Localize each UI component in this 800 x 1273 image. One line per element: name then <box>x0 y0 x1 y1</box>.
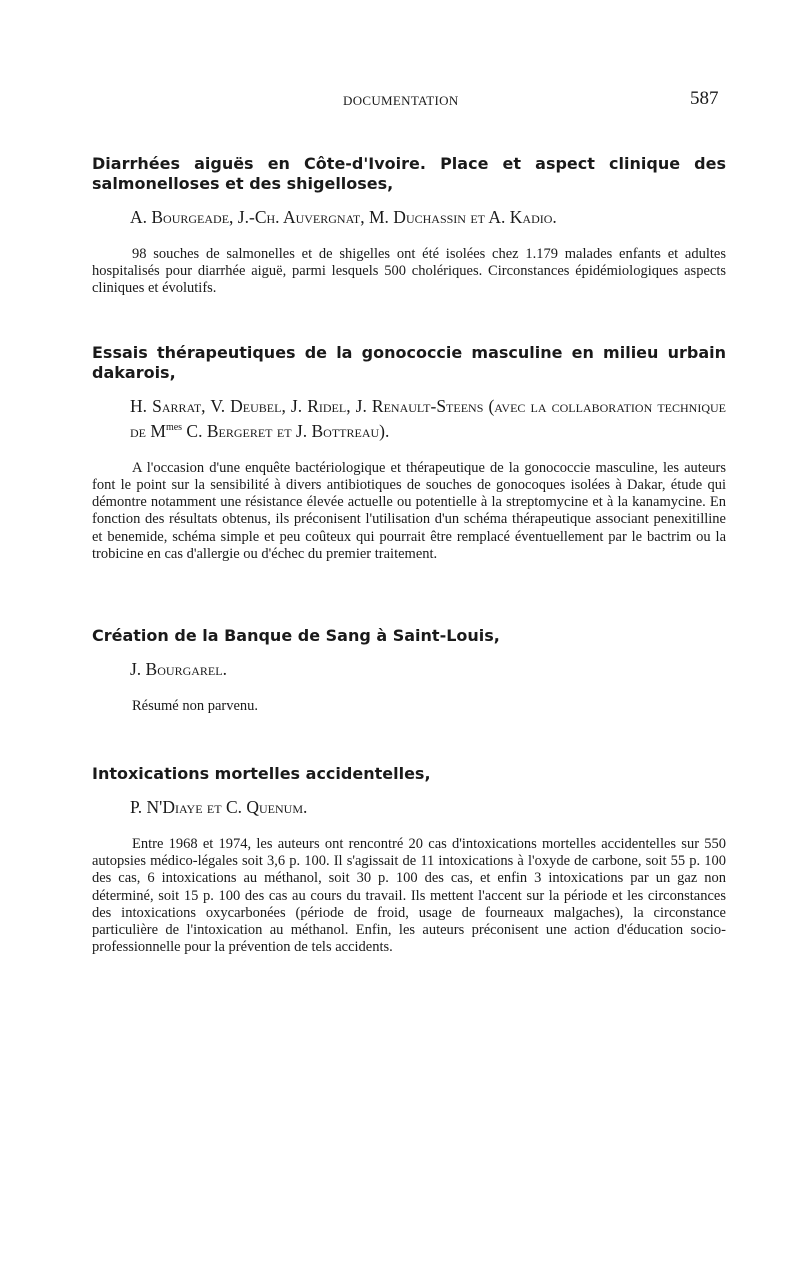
article-1 <box>92 154 726 298</box>
running-title: DOCUMENTATION <box>343 93 459 108</box>
article-authors <box>130 395 726 442</box>
authors-text: H. Sarrat, V. Deubel, J. Ridel, J. Renault-Steens (avec la collaboration technique de M <box>130 396 726 441</box>
article-title: Diarrhées aiguës en Côte-d'Ivoire. Place et aspect clinique des salmonelloses et des shigelloses, <box>92 154 726 193</box>
article-authors: P. N'Diaye et C. Quenum. <box>130 797 308 817</box>
article-title: Essais thérapeutiques de la gonococcie masculine en milieu urbain dakarois, <box>92 343 726 382</box>
article-title: Intoxications mortelles accidentelles, <box>92 764 431 783</box>
page-number: 587 <box>690 88 719 109</box>
article-3 <box>92 626 726 715</box>
authors-text-end: C. Bergeret et J. Bottreau). <box>182 420 390 441</box>
authors-superscript: mes <box>165 422 183 433</box>
article-abstract: Résumé non parvenu. <box>132 698 259 714</box>
running-header <box>0 90 800 110</box>
article-abstract: A l'occasion d'une enquête bactériologique et thérapeutique de la gonococcie masculine, les auteurs font le point sur la sensibilité à divers antibiotiques de souches de gonocoques isolées à Dakar, étude qui démontre notamment une résistance élevée actuelle ou potentielle à la streptomycine et à la kanamycine. En fonction des résultats obtenus, ils préconisent l'utilisation d'un schéma thérapeutique associant penexitilline et benemide, schéma simple et peu coûteux qui pourrait être remplacé éventuellement par le bactrim ou la trobicine en cas d'allergie ou d'échec du premier traitement. <box>92 459 726 562</box>
article-abstract: Entre 1968 et 1974, les auteurs ont rencontré 20 cas d'intoxications mortelles accidentelles sur 550 autopsies médico-légales soit 3,6 p. 100. Il s'agissait de 11 intoxications à l'oxyde de carbone, soit 55 p. 100 des cas, 6 intoxications au méthanol, soit 30 p. 100 des cas, et enfin 3 intoxications par un gaz non déterminé, soit 15 p. 100 des cas au cours du travail. Ils mettent l'accent sur la période et les circonstances des intoxications oxycarbonées (période de froid, usage de fourneaux malgaches), la circonstance particulière de l'intoxication au méthanol. Enfin, les auteurs préconisent une action d'éducation socio-professionnelle pour la prévention de tels accidents. <box>92 836 726 956</box>
article-authors: A. Bourgeade, J.-Ch. Auvergnat, M. Duchassin et A. Kadio. <box>130 207 557 227</box>
article-4 <box>92 764 726 956</box>
article-abstract: 98 souches de salmonelles et de shigelles ont été isolées chez 1.179 malades enfants et adultes hospitalisés pour diarrhée aiguë, parmi lesquels 500 cholériques. Circonstances épidémiologiques aspects cliniques et évolutifs. <box>92 246 726 297</box>
article-title: Création de la Banque de Sang à Saint-Louis, <box>92 626 500 645</box>
article-2 <box>92 343 726 563</box>
article-authors: J. Bourgarel. <box>130 659 227 679</box>
